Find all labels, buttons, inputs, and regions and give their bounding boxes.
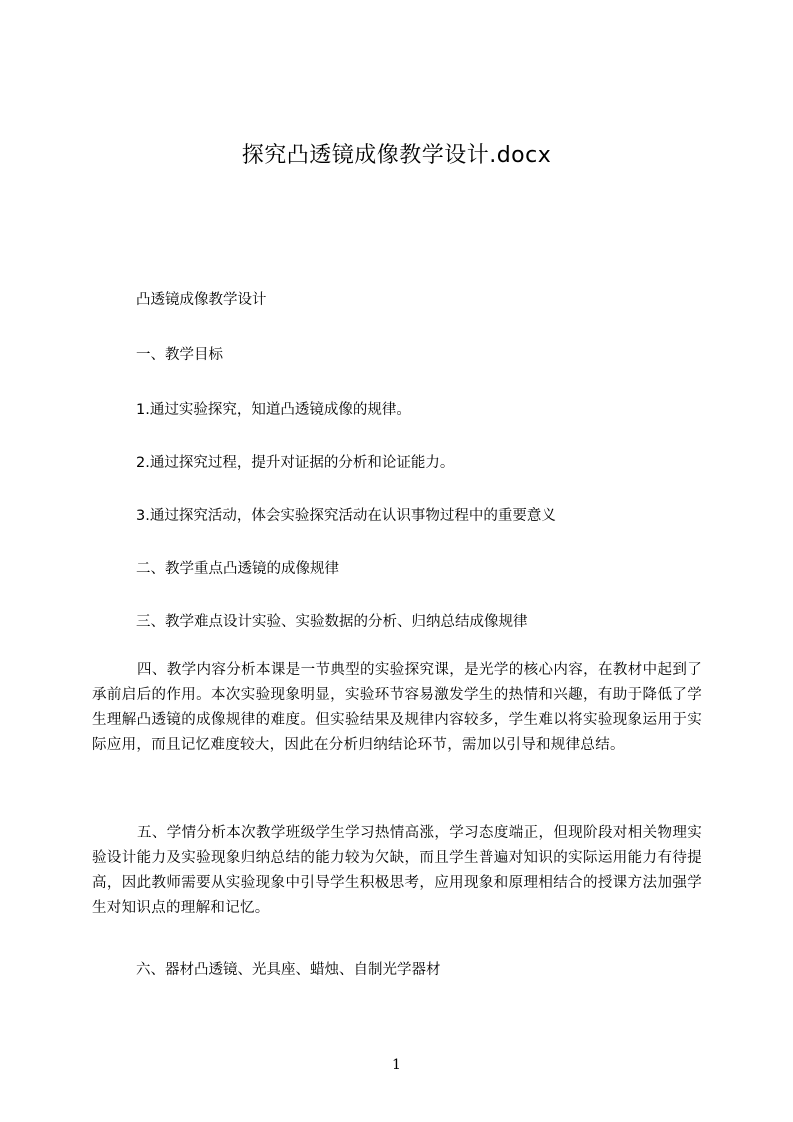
objective-item-2: 2.通过探究过程，提升对证据的分析和论证能力。 — [136, 455, 455, 471]
section-content-analysis: 四、教学内容分析本课是一节典型的实验探究课，是光学的核心内容，在教材中起到了承前启后的作用。本次实验现象明显，实验环节容易激发学生的热情和兴趣，有助于降低了学生理解凸透镜的成像规律的难度。但实验结果及规律内容较多，学生难以将实验现象运用于实际应用，而且记忆难度较大，因此在分析归纳结论环节，需加以引导和规律总结。 — [92, 662, 702, 753]
document-title: 探究凸透镜成像教学设计.docx — [241, 143, 552, 168]
page-number: 1 — [392, 1057, 401, 1073]
section-difficulties: 三、教学难点设计实验、实验数据的分析、归纳总结成像规律 — [136, 614, 528, 630]
objective-item-3: 3.通过探究活动，体会实验探究活动在认识事物过程中的重要意义 — [136, 508, 556, 524]
section-materials: 六、器材凸透镜、光具座、蜡烛、自制光学器材 — [136, 962, 441, 978]
section-objectives-title: 一、教学目标 — [136, 347, 223, 363]
section-student-analysis: 五、学情分析本次教学班级学生学习热情高涨，学习态度端正，但现阶段对相关物理实验设计能力及实验现象归纳总结的能力较为欠缺，而且学生普遍对知识的实际运用能力有待提高，因此教师需要从实验现象中引导学生积极思考，应用现象和原理相结合的授课方法加强学生对知识点的理解和记忆。 — [92, 825, 702, 916]
objective-item-1: 1.通过实验探究，知道凸透镜成像的规律。 — [136, 402, 411, 418]
section-key-points: 二、教学重点凸透镜的成像规律 — [136, 561, 339, 577]
document-heading: 凸透镜成像教学设计 — [136, 292, 267, 308]
